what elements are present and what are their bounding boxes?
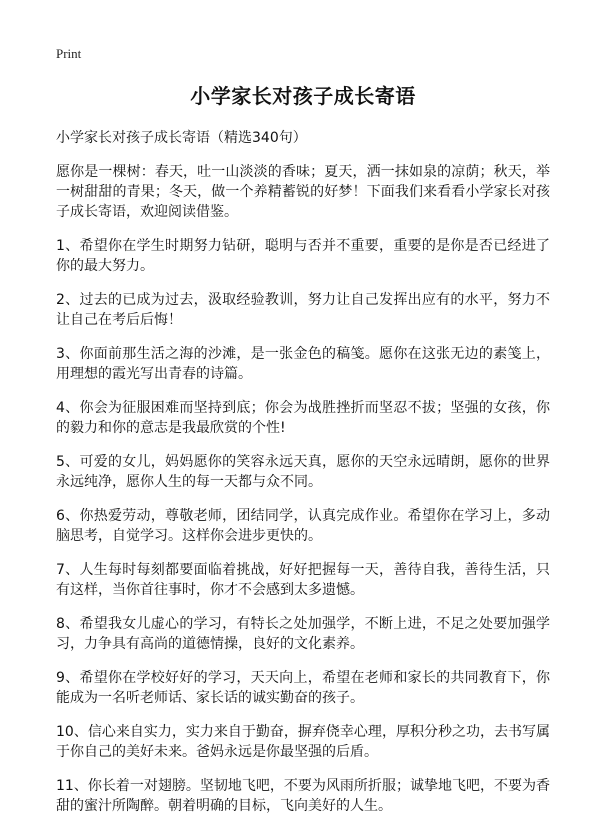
print-link[interactable]: Print — [56, 46, 82, 61]
intro-paragraph: 愿你是一棵树：春天，吐一山淡淡的香味；夏天，洒一抹如泉的凉荫；秋天，举一树甜甜的青果；冬天，做一个养精蓄锐的好梦！下面我们来看看小学家长对孩子成长寄语，欢迎阅读借鉴。 — [56, 164, 550, 220]
list-item: 1、希望你在学生时期努力钻研，聪明与否并不重要，重要的是你是否已经进了你的最大努力。 — [56, 238, 550, 274]
list-item: 10、信心来自实力，实力来自于勤奋，摒弃侥幸心理，厚积分秒之功，去书写属于你自己的美好未来。爸妈永远是你最坚强的后盾。 — [56, 724, 550, 760]
list-item: 3、你面前那生活之海的沙滩，是一张金色的稿笺。愿你在这张无边的素笺上，用理想的霞光写出青春的诗篇。 — [56, 346, 550, 382]
list-item: 9、希望你在学校好好的学习，天天向上，希望在老师和家长的共同教育下，你能成为一名听老师话、家长话的诚实勤奋的孩子。 — [56, 670, 550, 706]
article-subtitle: 小学家长对孩子成长寄语（精选340句） — [56, 130, 307, 146]
list-item: 4、你会为征服困难而坚持到底；你会为战胜挫折而坚忍不拔；坚强的女孩，你的毅力和你的意志是我最欣赏的个性! — [56, 400, 550, 436]
article-body — [56, 162, 550, 816]
article-title: 小学家长对孩子成长寄语 — [190, 84, 416, 108]
list-item: 11、你长着一对翅膀。坚韧地飞吧，不要为风雨所折服；诚挚地飞吧，不要为香甜的蜜汁所陶醉。朝着明确的目标，飞向美好的人生。 — [56, 778, 550, 814]
list-item: 7、人生每时每刻都要面临着挑战，好好把握每一天，善待自我，善待生活，只有这样，当你首往事时，你才不会感到太多遗憾。 — [56, 562, 550, 598]
list-item: 5、可爱的女儿，妈妈愿你的笑容永远天真，愿你的天空永远晴朗，愿你的世界永远纯净，愿你人生的每一天都与众不同。 — [56, 454, 550, 490]
list-item: 2、过去的已成为过去，汲取经验教训，努力让自己发挥出应有的水平，努力不让自己在考后后悔！ — [56, 292, 550, 328]
list-item: 8、希望我女儿虚心的学习，有特长之处加强学，不断上进，不足之处要加强学习，力争具有高尚的道德情操，良好的文化素养。 — [56, 616, 550, 652]
list-item: 6、你热爱劳动，尊敬老师，团结同学，认真完成作业。希望你在学习上，多动脑思考，自觉学习。这样你会进步更快的。 — [56, 508, 550, 544]
